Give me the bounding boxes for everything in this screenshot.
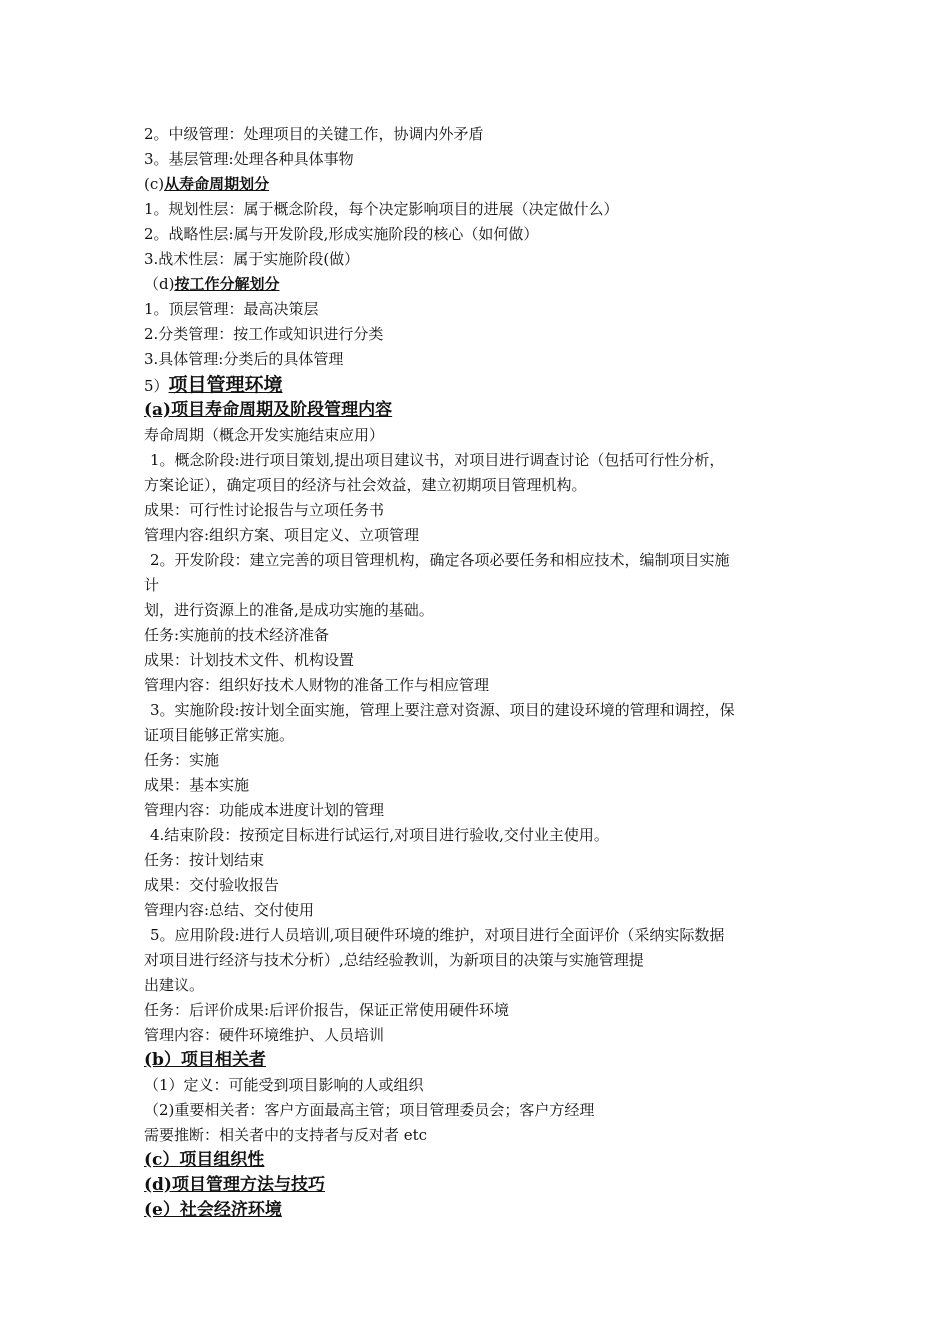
section-heading xyxy=(144,372,814,398)
text-line: 成果：可行性讨论报告与立项任务书 xyxy=(144,501,385,519)
section-number: 5） xyxy=(144,377,169,395)
text-line: 管理内容：功能成本进度计划的管理 xyxy=(144,801,385,819)
text-line: 2。开发阶段：建立完善的项目管理机构，确定各项必要任务和相应技术，编制项目实施 xyxy=(150,551,730,569)
text-line: 2.分类管理：按工作或知识进行分类 xyxy=(144,325,384,343)
text-line: 3.战术性层：属于实施阶段(做） xyxy=(144,250,360,268)
section-title: 项目管理环境 xyxy=(168,374,283,396)
text-line: 任务：按计划结束 xyxy=(144,851,265,869)
text-line: 3.具体管理:分类后的具体管理 xyxy=(144,350,344,368)
text-line: 成果：计划技术文件、机构设置 xyxy=(144,651,355,669)
text-line: 管理内容：组织好技术人财物的准备工作与相应管理 xyxy=(144,676,490,694)
text-line: 1。概念阶段:进行项目策划,提出项目建议书，对项目进行调查讨论（包括可行性分析， xyxy=(150,451,725,469)
text-line: 4.结束阶段：按预定目标进行试运行,对项目进行验收,交付业主使用。 xyxy=(150,826,609,844)
subsection-heading: (c）项目组织性 xyxy=(144,1150,265,1170)
text-line: 成果：基本实施 xyxy=(144,776,250,794)
text-line: 管理内容：硬件环境维护、人员培训 xyxy=(144,1026,385,1044)
text-line: 出建议。 xyxy=(144,976,205,994)
subsection-heading: (a)项目寿命周期及阶段管理内容 xyxy=(144,400,393,420)
text-line: 3。实施阶段:按计划全面实施，管理上要注意对资源、项目的建设环境的管理和调控，保 xyxy=(150,701,735,719)
heading-text: 从寿命周期划分 xyxy=(164,175,270,193)
text-line: 任务：后评价成果:后评价报告，保证正常使用硬件环境 xyxy=(144,1001,510,1019)
subsection-heading: (d)项目管理方法与技巧 xyxy=(144,1175,325,1195)
text-line: 需要推断：相关者中的支持者与反对者 etc xyxy=(144,1126,428,1144)
text-line: 1。顶层管理：最高决策层 xyxy=(144,300,319,318)
text-line: 寿命周期（概念开发实施结束应用） xyxy=(144,426,385,444)
subsection-heading: (e）社会经济环境 xyxy=(144,1200,282,1220)
text-line: （2)重要相关者：客户方面最高主管；项目管理委员会；客户方经理 xyxy=(144,1101,595,1119)
text-line: 2。中级管理：处理项目的关键工作，协调内外矛盾 xyxy=(144,125,484,143)
text-line: 对项目进行经济与技术分析）,总结经验教训，为新项目的决策与实施管理提 xyxy=(144,951,644,969)
text-line: 任务：实施 xyxy=(144,751,220,769)
text-line: 任务:实施前的技术经济准备 xyxy=(144,626,330,644)
subsection-heading xyxy=(144,272,814,297)
text-line: 3。基层管理:处理各种具体事物 xyxy=(144,150,354,168)
text-line: 1。规划性层：属于概念阶段，每个决定影响项目的进展（决定做什么） xyxy=(144,200,619,218)
subsection-heading xyxy=(144,172,814,197)
text-line: （1）定义：可能受到项目影响的人或组织 xyxy=(144,1076,424,1094)
heading-text: 按工作分解划分 xyxy=(174,275,280,293)
text-line: 2。战略性层:属与开发阶段,形成实施阶段的核心（如何做） xyxy=(144,225,539,243)
text-line: 5。应用阶段:进行人员培训,项目硬件环境的维护，对项目进行全面评价（采纳实际数据 xyxy=(150,926,725,944)
text-line: 成果：交付验收报告 xyxy=(144,876,280,894)
text-line: 计 xyxy=(144,576,160,594)
heading-prefix: (c) xyxy=(144,175,165,193)
text-line: 划，进行资源上的准备,是成功实施的基础。 xyxy=(144,601,434,619)
text-line: 管理内容:总结、交付使用 xyxy=(144,901,315,919)
text-line: 证项目能够正常实施。 xyxy=(144,726,295,744)
document-page xyxy=(144,122,814,1223)
text-line: 管理内容:组织方案、项目定义、立项管理 xyxy=(144,526,420,544)
heading-prefix: （d) xyxy=(144,275,175,293)
text-line: 方案论证），确定项目的经济与社会效益，建立初期项目管理机构。 xyxy=(144,476,587,494)
subsection-heading: (b）项目相关者 xyxy=(144,1050,266,1070)
